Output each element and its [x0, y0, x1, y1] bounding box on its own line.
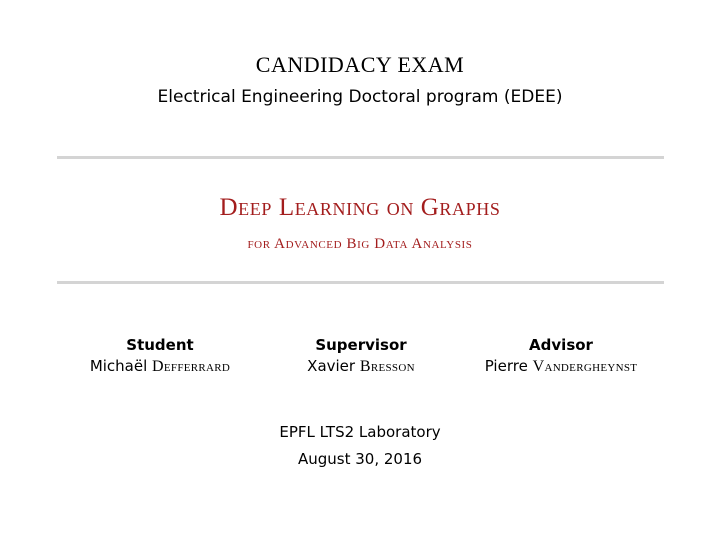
main-title: Deep Learning on Graphs — [219, 194, 501, 221]
subtitle: for Advanced Big Data Analysis — [247, 236, 473, 252]
advisor-last-name: Vandergheynst — [532, 358, 638, 375]
program-name: Electrical Engineering Doctoral program (EDEE) — [157, 87, 563, 107]
student-first-name: Michaël — [89, 357, 148, 375]
advisor-role-label: Advisor — [529, 336, 593, 354]
supervisor-role-label: Supervisor — [315, 336, 407, 354]
presentation-date: August 30, 2016 — [297, 450, 423, 468]
exam-title: CANDIDACY EXAM — [255, 52, 465, 77]
student-role-label: Student — [126, 336, 194, 354]
supervisor-last-name: Bresson — [359, 358, 415, 375]
student-last-name: Defferrard — [152, 358, 231, 375]
laboratory-name: EPFL LTS2 Laboratory — [279, 423, 441, 441]
top-divider — [57, 156, 664, 159]
advisor-first-name: Pierre — [484, 357, 528, 375]
advisor-name — [441, 355, 681, 378]
bottom-divider — [57, 281, 664, 284]
people-section — [0, 335, 720, 385]
advisor-block — [441, 335, 681, 378]
supervisor-first-name: Xavier — [307, 357, 356, 375]
